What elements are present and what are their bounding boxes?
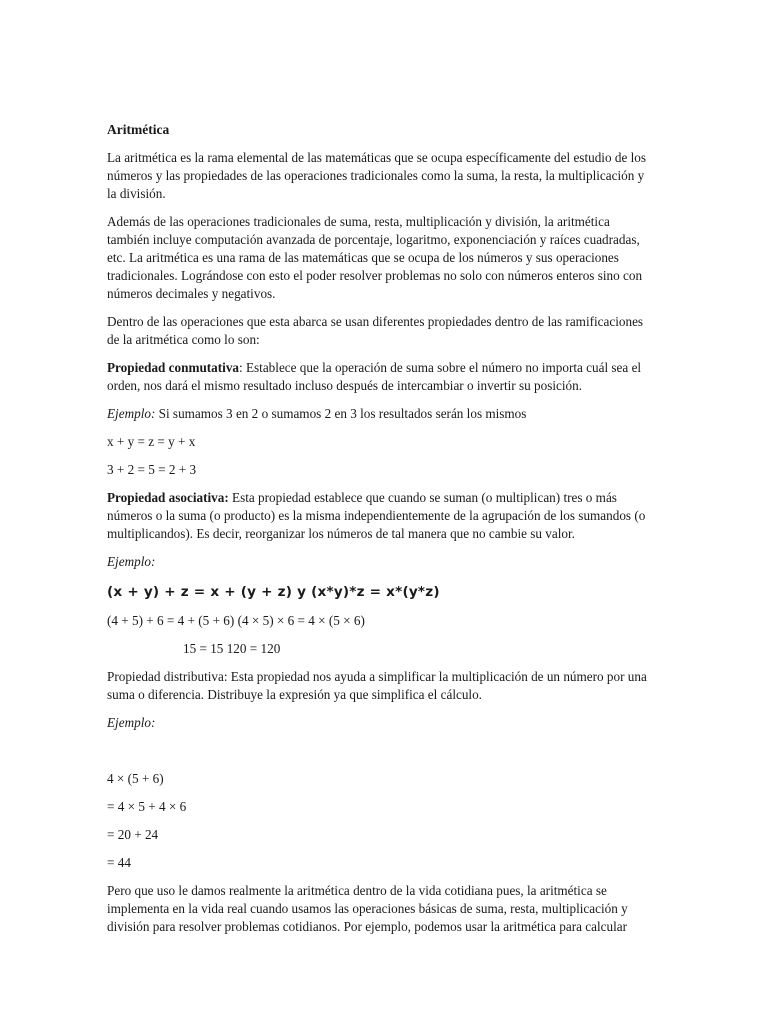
document-title: Aritmética <box>107 122 170 137</box>
conmutativa-term: Propiedad conmutativa <box>107 360 240 375</box>
asociativa-equation-2: 15 = 15 120 = 120 <box>183 641 281 656</box>
conmutativa-equation-2: 3 + 2 = 5 = 2 + 3 <box>107 462 197 477</box>
distributiva-equation-1: 4 × (5 + 6) <box>107 771 164 786</box>
paragraph-definition: La aritmética es la rama elemental de las matemáticas que se ocupa específicamente del estudio de los números y las propiedades de las operaciones tradicionales como la suma, la resta, la multiplicación y la división. <box>107 150 646 201</box>
conmutativa-example-text: Si sumamos 3 en 2 o sumamos 2 en 3 los resultados serán los mismos <box>155 406 527 421</box>
conmutativa-equation-1: x + y = z = y + x <box>107 434 196 449</box>
distributiva-equation-3: = 20 + 24 <box>107 827 159 842</box>
distributiva-paragraph: Propiedad distributiva: Esta propiedad nos ayuda a simplificar la multiplicación de un número por una suma o diferencia. Distribuye la expresión ya que simplifica el cálculo. <box>107 669 647 702</box>
blank-space <box>107 742 655 770</box>
asociativa-term: Propiedad asociativa: <box>107 490 229 505</box>
asociativa-paragraph <box>107 489 655 543</box>
conmutativa-paragraph <box>107 359 655 395</box>
paragraph-properties-intro: Dentro de las operaciones que esta abarca se usan diferentes propiedades dentro de las ramificaciones de la aritmética como lo son: <box>107 314 644 347</box>
paragraph-closing: Pero que uso le damos realmente la aritmética dentro de la vida cotidiana pues, la aritmética se implementa en la vida real cuando usamos las operaciones básicas de suma, resta, multiplicación y división para resolver problemas cotidianos. Por ejemplo, podemos usar la aritmética para calcular <box>107 883 628 934</box>
distributiva-example-label: Ejemplo: <box>107 715 156 730</box>
conmutativa-text: : Establece que la operación de suma sobre el número no importa cuál sea el orden, nos dará el mismo resultado incluso después de intercambiar o invertir su posición. <box>107 360 642 393</box>
document-page <box>107 112 655 946</box>
asociativa-text: Esta propiedad establece que cuando se suman (o multiplican) tres o más números o la suma (o producto) es la misma independientemente de la agrupación de los sumandos (o multiplicandos). Es decir, reorganizar los números de tal manera que no cambie su valor. <box>107 490 646 541</box>
distributiva-equation-2: = 4 × 5 + 4 × 6 <box>107 799 187 814</box>
asociativa-example <box>107 553 655 571</box>
asociativa-equation-1: (4 + 5) + 6 = 4 + (5 + 6) (4 × 5) × 6 = 4 × (5 × 6) <box>107 613 365 628</box>
distributiva-example <box>107 714 655 732</box>
conmutativa-example <box>107 405 655 423</box>
paragraph-operations: Además de las operaciones tradicionales de suma, resta, multiplicación y división, la aritmética también incluye computación avanzada de porcentaje, logaritmo, exponenciación y raíces cuadradas, etc. La aritmética es una rama de las matemáticas que se ocupa de los números y sus operaciones tradicionales. Lográndose con esto el poder resolver problemas no solo con números enteros sino con números decimales y negativos. <box>107 214 643 301</box>
asociativa-example-label: Ejemplo: <box>107 554 156 569</box>
conmutativa-example-label: Ejemplo: <box>107 406 156 421</box>
asociativa-formula: (x + y) + z = x + (y + z) y (x*y)*z = x*(y*z) <box>107 584 440 600</box>
distributiva-equation-4: = 44 <box>107 855 131 870</box>
